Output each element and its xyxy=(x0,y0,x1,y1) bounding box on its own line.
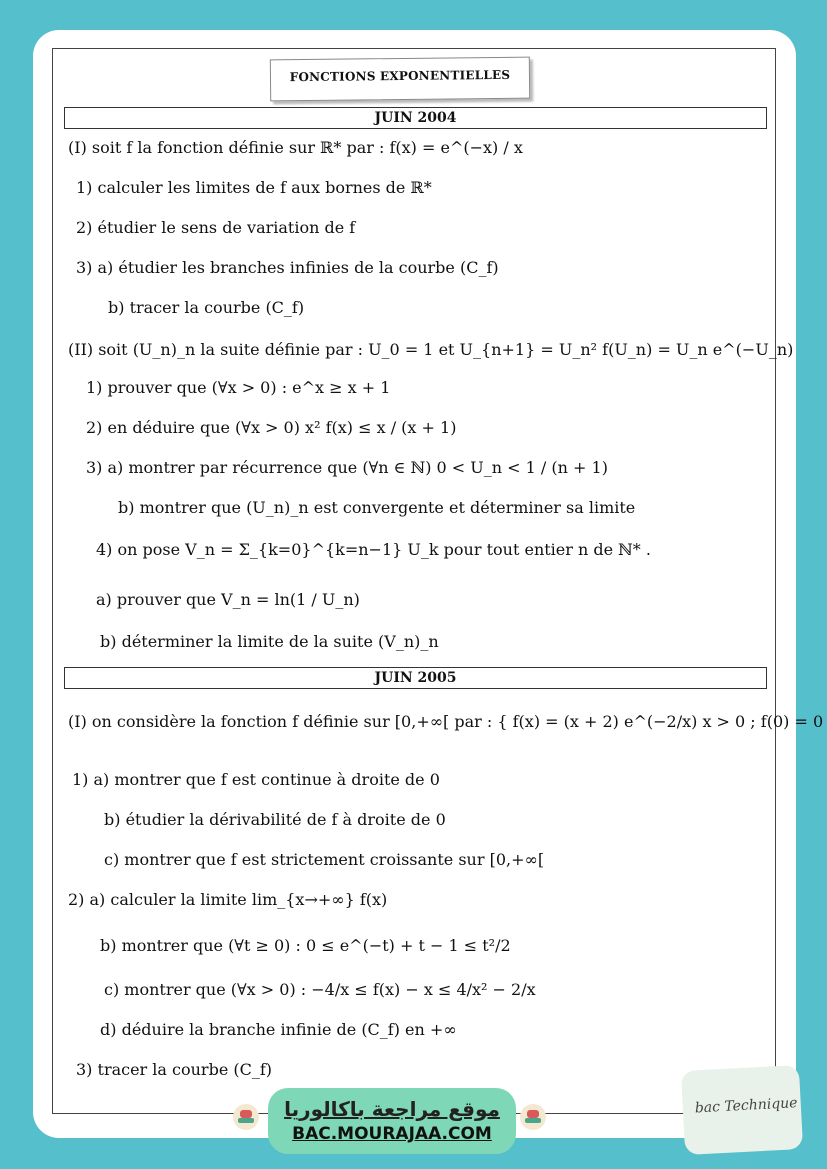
exercise-line: b) étudier la dérivabilité de f à droite de 0 xyxy=(104,810,446,829)
bac-technique-badge xyxy=(681,1065,803,1155)
exercise-line: (II) soit (U_n)_n la suite définie par : U_0 = 1 et U_{n+1} = U_n² f(U_n) = U_n e^(−U_n) xyxy=(68,340,794,359)
exercise-line: b) déterminer la limite de la suite (V_n)_n xyxy=(100,632,439,651)
exercise-line: 4) on pose V_n = Σ_{k=0}^{k=n−1} U_k pour tout entier n de ℕ* . xyxy=(96,540,651,559)
exercise-line: 3) a) montrer par récurrence que (∀n ∈ ℕ) 0 < U_n < 1 / (n + 1) xyxy=(86,458,608,477)
exercise-line: a) prouver que V_n = ln(1 / U_n) xyxy=(96,590,360,609)
exercise-line: 1) prouver que (∀x > 0) : e^x ≥ x + 1 xyxy=(86,378,391,397)
exercise-line: 2) a) calculer la limite lim_{x→+∞} f(x) xyxy=(68,890,388,909)
page-title: FONCTIONS EXPONENTIELLES xyxy=(289,67,511,85)
footer-url[interactable]: BAC.MOURAJAA.COM xyxy=(292,1124,492,1144)
footer-banner[interactable] xyxy=(268,1088,516,1154)
footer-site-name: موقع مراجعة باكالوريا xyxy=(284,1097,500,1121)
brand-logo-icon xyxy=(233,1104,259,1130)
exercise-line: 1) calculer les limites de f aux bornes de ℝ* xyxy=(76,178,432,197)
exercise-line: 2) étudier le sens de variation de f xyxy=(76,218,356,237)
brand-logo-icon xyxy=(520,1104,546,1130)
exercise-line: b) montrer que (∀t ≥ 0) : 0 ≤ e^(−t) + t − 1 ≤ t²/2 xyxy=(100,936,511,955)
exercise-line: (I) soit f la fonction définie sur ℝ* par : f(x) = e^(−x) / x xyxy=(68,138,523,157)
exercise-line: 3) a) étudier les branches infinies de la courbe (C_f) xyxy=(76,258,499,277)
exercise-line: 3) tracer la courbe (C_f) xyxy=(76,1060,273,1079)
exercise-line: d) déduire la branche infinie de (C_f) en +∞ xyxy=(100,1020,457,1039)
title-box xyxy=(270,57,530,102)
section-year-2004: JUIN 2004 xyxy=(64,107,767,129)
exercise-line: (I) on considère la fonction f définie sur [0,+∞[ par : { f(x) = (x + 2) e^(−2/x) x > 0 ; f(0) = 0 xyxy=(68,712,824,731)
section-year-2005: JUIN 2005 xyxy=(64,667,767,689)
badge-label: bac Technique xyxy=(694,1095,798,1117)
exercise-line: b) montrer que (U_n)_n est convergente et déterminer sa limite xyxy=(118,498,636,517)
exercise-line: c) montrer que (∀x > 0) : −4/x ≤ f(x) − x ≤ 4/x² − 2/x xyxy=(104,980,536,999)
exercise-line: b) tracer la courbe (C_f) xyxy=(108,298,305,317)
exercise-line: 1) a) montrer que f est continue à droite de 0 xyxy=(72,770,440,789)
exercise-line: 2) en déduire que (∀x > 0) x² f(x) ≤ x / (x + 1) xyxy=(86,418,457,437)
exercise-line: c) montrer que f est strictement croissante sur [0,+∞[ xyxy=(104,850,545,869)
